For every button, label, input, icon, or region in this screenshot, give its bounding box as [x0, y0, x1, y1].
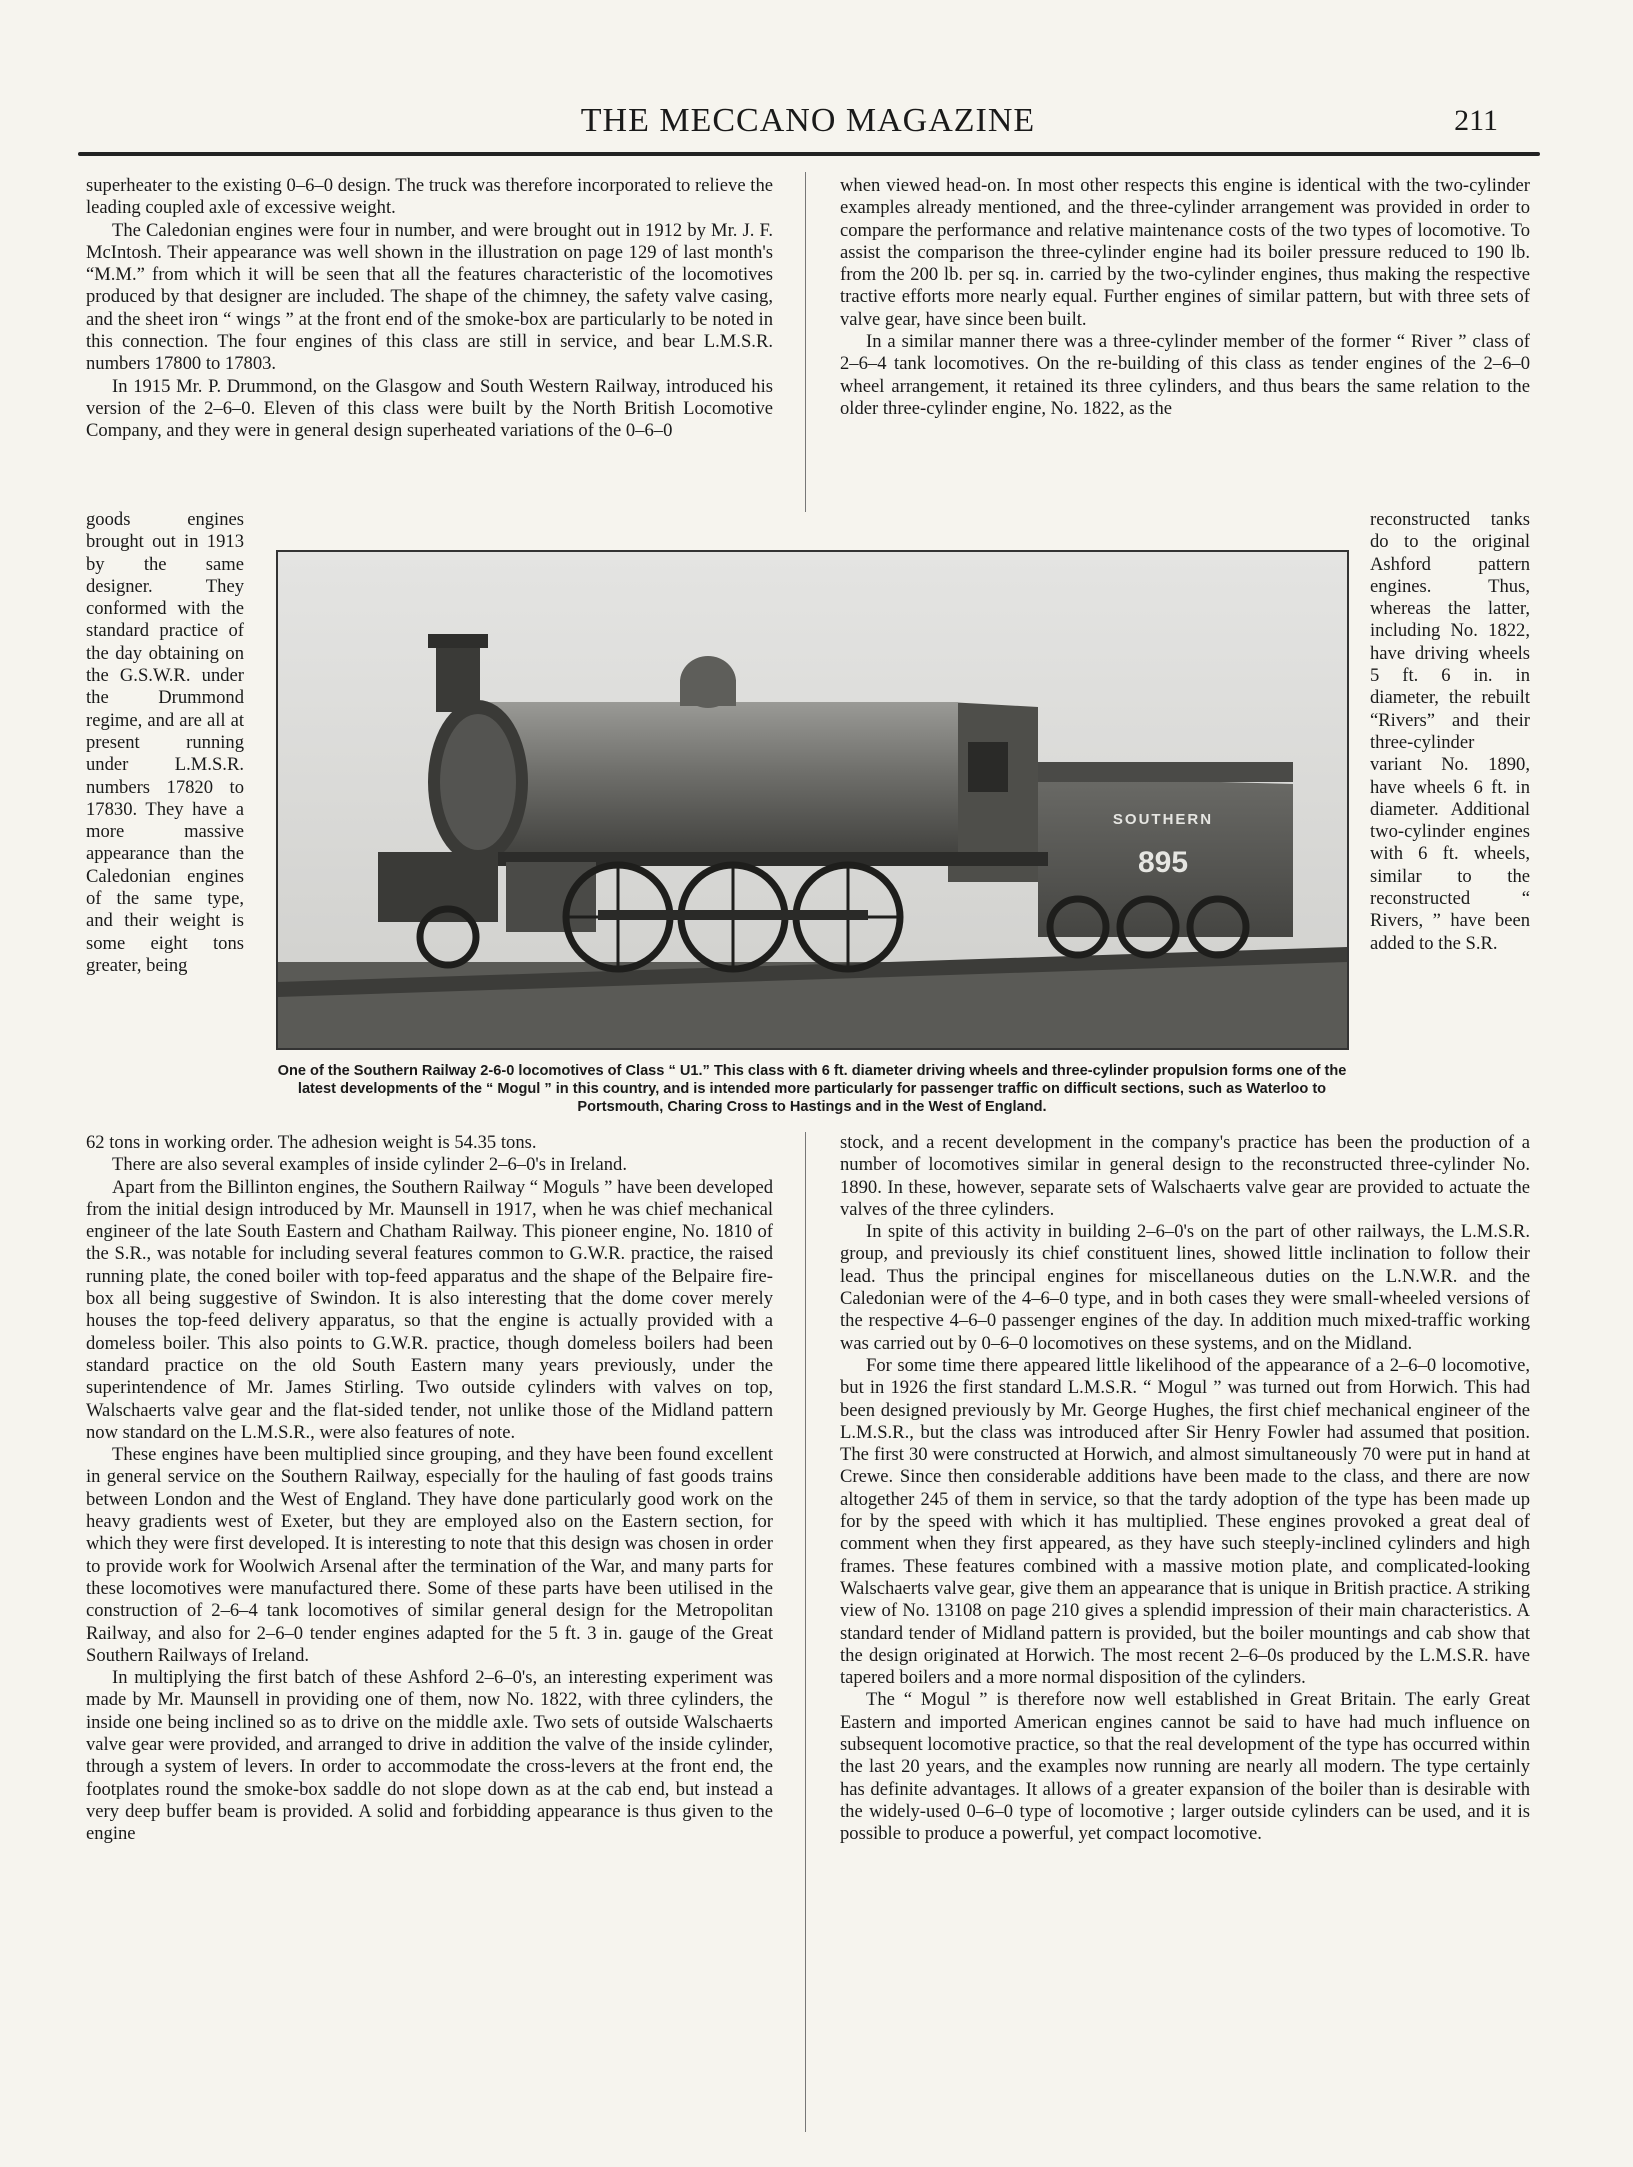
- locomotive-illustration: [278, 552, 1347, 1048]
- paragraph: In a similar manner there was a three-cylinder member of the former “ River ” class of 2–6–4 tank locomotives. On the re-building of this class as tender engines of the 2–6–0 wheel arrangement, it retained its three cylinders, and thus bears the same relation to the older three-cylinder engine, No. 1822, as the: [840, 331, 1530, 419]
- paragraph: For some time there appeared little likelihood of the appearance of a 2–6–0 locomotive, but in 1926 the first standard L.M.S.R. “ Mogul ” was turned out from Horwich. This had been designed previously by Mr. George Hughes, the first chief mechanical engineer of the L.M.S.R., but the class was introduced after Sir Henry Fowler had assumed that position. The first 30 were constructed at Horwich, and almost simultaneously 70 were put in hand at Crewe. Since then considerable additions have been made to the class, and there are now altogether 245 of them in service, so that the tardy adoption of the type has been made up for by the speed with which it has multiplied. These engines provoked a great deal of comment when they first appeared, as they have such steeply-inclined cylinders and high frames. These features combined with a massive motion plate, and complicated-looking Walschaerts valve gear, give them an appearance that is unique in British practice. A striking view of No. 13108 on page 210 gives a splendid impression of their main characteristics. A standard tender of Midland pattern is provided, but the boiler mountings and cab show that the design originated at Horwich. The most recent 2–6–0s produced by the L.M.S.R. have tapered boilers and a more normal disposition of the cylinders.: [840, 1354, 1530, 1689]
- paragraph: There are also several examples of inside cylinder 2–6–0's in Ireland.: [112, 1154, 628, 1176]
- column-divider-top: [805, 172, 806, 512]
- paragraph: The Caledonian engines were four in number, and were brought out in 1912 by Mr. J. F. McIntosh. Their appearance was well shown in the illustration on page 129 of last month's “M.M.” from which it will be seen that all the features characteristic of the locomotives produced by that designer are included. The shape of the chimney, the safety valve casing, and the sheet iron “ wings ” at the front end of the smoke-box are particularly to be noted in this connection. The four engines of this class are still in service, and bear L.M.S.R. numbers 17800 to 17803.: [86, 219, 773, 375]
- magazine-title: THE MECCANO MAGAZINE: [580, 102, 1036, 139]
- photo-caption: One of the Southern Railway 2-6-0 locomotives of Class “ U1.” This class with 6 ft. diameter driving wheels and three-cylinder propulsion forms one of the latest developments of the “ Mogul ” in this country, and is intended more particularly for passenger traffic on difficult sections, such as Waterloo to Portsmouth, Charing Cross to Hastings and in the West of England.: [277, 1063, 1347, 1115]
- masthead: [78, 100, 1538, 146]
- paragraph: In spite of this activity in building 2–6–0's on the part of other railways, the L.M.S.R. group, and previously its chief constituent lines, showed little inclination to follow their lead. Thus the principal engines for miscellaneous duties on the L.N.W.R. and the Caledonian were of the 4–6–0 type, and in both cases they were small-wheeled versions of the respective 4–6–0 passenger engines of the day. In addition much mixed-traffic working was carried out by 0–6–0 locomotives on these systems, and on the Midland.: [840, 1221, 1530, 1354]
- paragraph: stock, and a recent development in the company's practice has been the production of a number of locomotives similar in general design to the reconstructed three-cylinder No. 1890. In these, however, separate sets of Walschaerts valve gear are provided to actuate the valves of the three cylinders.: [840, 1132, 1530, 1220]
- right-column-top: [840, 175, 1530, 420]
- paragraph: These engines have been multiplied since grouping, and they have been found excellent in general service on the Southern Railway, especially for the hauling of fast goods trains between London and the West of England. They have done particularly good work on the heavy gradients west of Exeter, but they are employed also on the Eastern section, for which they were first developed. It is interesting to note that this design was chosen in order to provide work for Woolwich Arsenal after the termination of the War, and many parts for these locomotives were manufactured there. Some of these parts have been utilised in the construction of 2–6–4 tank locomotives of similar general design for the Metropolitan Railway, and also for 2–6–0 tender engines adapted for the 5 ft. 3 in. gauge of the Great Southern Railways of Ireland.: [86, 1444, 773, 1666]
- paragraph: Apart from the Billinton engines, the Southern Railway “ Moguls ” have been developed from the initial design introduced by Mr. Maunsell in 1917, when he was chief mechanical engineer of the late South Eastern and Chatham Railway. This pioneer engine, No. 1810 of the S.R., was notable for including several features common to G.W.R. practice, the raised running plate, the coned boiler with top-feed apparatus and the shape of the Belpaire fire-box all being suggestive of Swindon. It is also interesting that the dome cover merely houses the top-feed delivery apparatus, so that the engine is actually provided with a domeless boiler. This also points to G.W.R. practice, though domeless boilers had been standard practice on the old South Eastern many years previously, under the superintendence of Mr. James Stirling. Two outside cylinders with valves on top, Walschaerts valve gear and the flat-sided tender, not unlike those of the Midland pattern now standard on the L.M.S.R., were also features of note.: [86, 1176, 773, 1443]
- page-number: 211: [1454, 104, 1498, 137]
- column-divider-bottom: [805, 1132, 806, 2132]
- tender-lettering: SOUTHERN: [1112, 811, 1214, 828]
- header-rule: [78, 152, 1540, 156]
- paragraph: The “ Mogul ” is therefore now well established in Great Britain. The early Great Eastern and imported American engines cannot be said to have had much influence on subsequent locomotive practice, so that the real development of the type has occurred within the last 20 years, and the examples now running are nearly all modern. The type certainly has definite advantages. It allows of a greater expansion of the boiler than is desirable with the widely-used 0–6–0 type of locomotive ; larger outside cylinders can be used, and it is possible to produce a powerful, yet compact locomotive.: [840, 1689, 1530, 1845]
- paragraph: 62 tons in working order. The adhesion weight is 54.35 tons.: [86, 1132, 537, 1153]
- right-side-text: [1370, 509, 1530, 955]
- paragraph: goods engines brought out in 1913 by the same designer. They conformed with the standard practice of the day obtaining on the G.S.W.R. under the Drummond regime, and are all at present running under L.M.S.R. numbers 17820 to 17830. They have a more massive appearance than the Caledonian engines of the same type, and their weight is some eight tons greater, being: [86, 509, 244, 976]
- paragraph: superheater to the existing 0–6–0 design. The truck was therefore incorporated to relieve the leading coupled axle of excessive weight.: [86, 175, 773, 219]
- left-side-text: [86, 509, 244, 977]
- left-column-bottom: [86, 1132, 773, 1846]
- left-column-top: [86, 175, 773, 443]
- tender-number: 895: [1137, 846, 1189, 879]
- paragraph: In multiplying the first batch of these Ashford 2–6–0's, an interesting experiment was made by Mr. Maunsell in providing one of them, now No. 1822, with three cylinders, the inside one being inclined so as to drive on the middle axle. Two sets of outside Walschaerts valve gear were provided, and arranged to drive in addition the valve of the inside cylinder, through a system of levers. In order to accommodate the cross-levers at the front end, the footplates round the smoke-box saddle do not slope down as at the cab end, but instead a very deep buffer beam is provided. A solid and forbidding appearance is thus given to the engine: [86, 1667, 773, 1845]
- paragraph: when viewed head-on. In most other respects this engine is identical with the two-cylinder examples already mentioned, and the three-cylinder arrangement was provided in order to compare the performance and relative maintenance costs of the two types of locomotive. To assist the comparison the three-cylinder engine had its boiler pressure reduced to 190 lb. from the 200 lb. per sq. in. carried by the two-cylinder engines, thus making the respective tractive efforts more nearly equal. Further engines of similar pattern, but with three sets of valve gear, have since been built.: [840, 175, 1530, 330]
- paragraph: reconstructed tanks do to the original Ashford pattern engines. Thus, whereas the latter, including No. 1822, have driving wheels 5 ft. 6 in. in diameter, the rebuilt “Rivers” and their three-cylinder variant No. 1890, have wheels 6 ft. in diameter. Additional two-cylinder engines with 6 ft. wheels, similar to the reconstructed “ Rivers, ” have been added to the S.R.: [1370, 509, 1530, 954]
- locomotive-photograph: [276, 550, 1349, 1050]
- right-column-bottom: [840, 1132, 1530, 1846]
- paragraph: In 1915 Mr. P. Drummond, on the Glasgow and South Western Railway, introduced his version of the 2–6–0. Eleven of this class were built by the North British Locomotive Company, and they were in general design superheated variations of the 0–6–0: [86, 375, 773, 442]
